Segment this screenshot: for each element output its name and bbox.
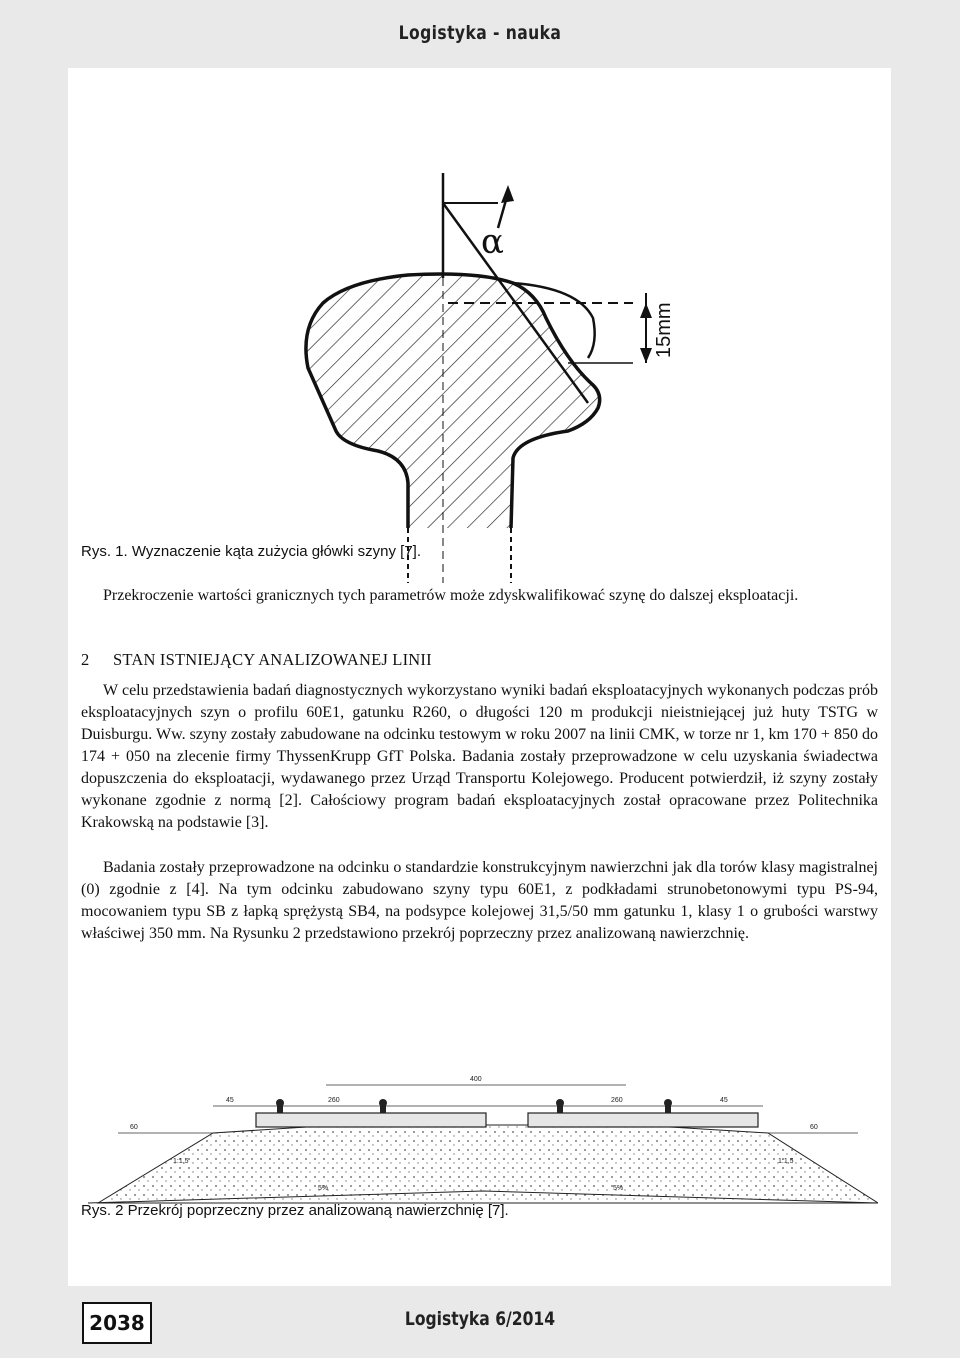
page-content <box>68 68 891 1286</box>
slope-right: 1:1,5 <box>778 1158 794 1165</box>
grade-left: 5% <box>318 1185 329 1192</box>
page-number: 2038 <box>82 1302 152 1344</box>
dim-15mm-label: 15mm <box>653 302 675 358</box>
running-header: Logistyka - nauka <box>398 22 562 44</box>
sleeper-right <box>528 1113 758 1127</box>
figure2-caption: Rys. 2 Przekrój poprzeczny przez analizowaną nawierzchnię [7]. <box>81 1202 509 1219</box>
journal-issue: Logistyka 6/2014 <box>404 1308 556 1330</box>
section-title: STAN ISTNIEJĄCY ANALIZOWANEJ LINII <box>113 650 432 669</box>
dim-right-inner: 260 <box>611 1097 623 1104</box>
rail-head-figure <box>268 113 688 603</box>
dim-left-shoulder: 60 <box>130 1124 138 1131</box>
figure1-caption: Rys. 1. Wyznaczenie kąta zużycia główki szyny [7]. <box>81 543 421 560</box>
sleeper-left <box>256 1113 486 1127</box>
body-paragraph-1: W celu przedstawienia badań diagnostycznych wykorzystano wyniki badań eksploatacyjnych wykonanych podczas prób eksploatacyjnych szyn o profilu 60E1, gatunku R260, o długości 120 m produkcji nieistniejącej już huty TSTG w Duisburgu. Ww. szyny zostały zabudowane na odcinku testowym w roku 2007 na linii CMK, w torze nr 1, km 170 + 850 do 174 + 050 na zlecenie firmy ThyssenKrupp GfT Polska. Badania zostały przeprowadzone w celu uzyskania świadectwa dopuszczenia do eksploatacji, wydawanego przez Urząd Transportu Kolejowego. Producent potwierdził, iż szyny zostały wykonane zgodnie z normą [2]. Całościowy program badań eksploatacyjnych został opracowane przez Politechnika Krakowską na podstawie [3]. <box>81 682 878 831</box>
dim-left-inner: 260 <box>328 1097 340 1104</box>
dim-right-shoulder: 60 <box>810 1124 818 1131</box>
slope-left: 1:1,5 <box>173 1158 189 1165</box>
rail-profile <box>306 274 600 528</box>
dim-total: 400 <box>470 1076 482 1083</box>
grade-right: 5% <box>613 1185 624 1192</box>
body-paragraph-2: Badania zostały przeprowadzone na odcinku o standardzie konstrukcyjnym nawierzchni jak dla torów klasy magistralnej (0) zgodnie z [4]. Na tym odcinku zabudowano szyny typu 60E1, z podkładami strunobetonowymi typu PS-94, mocowaniem typu SB z łapką sprężystą SB4, na podsypce kolejowej 31,5/50 mm gatunku 1, klasy 1 o grubości warstwy właściwej 350 mm. Na Rysunku 2 przedstawiono przekrój poprzeczny przez analizowaną nawierzchnię. <box>81 859 878 942</box>
section-number: 2 <box>81 650 90 669</box>
cross-section-figure <box>88 1013 878 1218</box>
intro-paragraph: Przekroczenie wartości granicznych tych parametrów może zdyskwalifikować szynę do dalszej eksploatacji. <box>103 587 799 604</box>
section-heading <box>81 650 432 670</box>
alpha-label: α <box>481 222 504 262</box>
dim-right-outer: 45 <box>720 1097 728 1104</box>
dim-left-outer: 45 <box>226 1097 234 1104</box>
